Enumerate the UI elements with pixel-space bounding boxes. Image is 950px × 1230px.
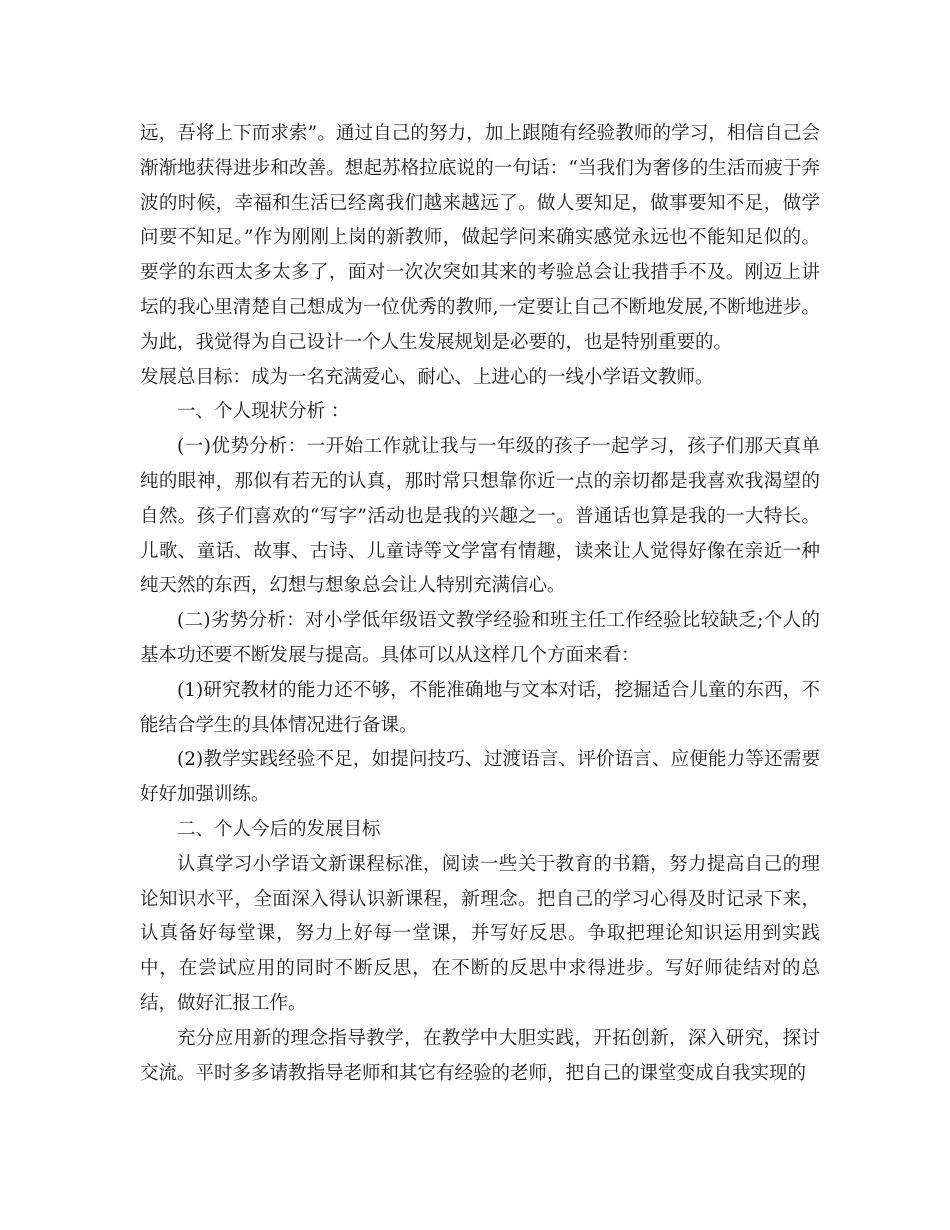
document-body bbox=[140, 117, 820, 1091]
paragraph-intro-continuation: 远，吾将上下而求索”。通过自己的努力，加上跟随有经验教师的学习，相信自己会渐渐地获得进步和改善。想起苏格拉底说的一句话：“当我们为奢侈的生活而疲于奔波的时候，幸福和生活已经离我们越来越远了。做人要知足，做事要知不足，做学问要不知足。”作为刚刚上岗的新教师，做起学问来确实感觉永远也不能知足似的。要学的东西太多太多了，面对一次次突如其来的考验总会让我措手不及。刚迈上讲坛的我心里清楚自己想成为一位优秀的教师,一定要让自己不断地发展,不断地进步。为此，我觉得为自己设计一个人生发展规划是必要的，也是特别重要的。 bbox=[140, 123, 820, 353]
paragraph-study-plan: 认真学习小学语文新课程标准，阅读一些关于教育的书籍，努力提高自己的理论知识水平，全面深入得认识新课程，新理念。把自己的学习心得及时记录下来，认真备好每堂课，努力上好每一堂课，并写好反思。争取把理论知识运用到实践中，在尝试应用的同时不断反思，在不断的反思中求得进步。写好师徒结对的总结，做好汇报工作。 bbox=[140, 853, 820, 1014]
paragraph-overall-goal: 发展总目标：成为一名充满爱心、耐心、上进心的一线小学语文教师。 bbox=[140, 366, 714, 388]
paragraph-weaknesses: (二)劣势分析：对小学低年级语文教学经验和班主任工作经验比较缺乏;个人的基本功还要不断发展与提高。具体可以从这样几个方面来看： bbox=[140, 610, 820, 666]
paragraph-weakness-item-2: (2)教学实践经验不足，如提问技巧、过渡语言、评价语言、应便能力等还需要好好加强训练。 bbox=[140, 749, 820, 806]
paragraph-weakness-item-1: (1)研究教材的能力还不够，不能准确地与文本对话，挖掘适合儿童的东西，不能结合学生的具体情况进行备课。 bbox=[140, 679, 820, 736]
section-heading-current-analysis: 一、个人现状分析 ： bbox=[177, 401, 350, 423]
paragraph-teaching-practice: 充分应用新的理念指导教学，在教学中大胆实践，开拓创新，深入研究，探讨交流。平时多多请教指导老师和其它有经验的老师，把自己的课堂变成自我实现的 bbox=[140, 1027, 820, 1084]
paragraph-strengths: (一)优势分析：一开始工作就让我与一年级的孩子一起学习，孩子们那天真单纯的眼神，那似有若无的认真，那时常只想靠你近一点的亲切都是我喜欢我渴望的自然。孩子们喜欢的“写字”活动也是我的兴趣之一。普通话也算是我的一大特长。儿歌、童话、故事、古诗、儿童诗等文学富有情趣，读来让人觉得好像在亲近一种纯天然的东西，幻想与想象总会让人特别充满信心。 bbox=[140, 436, 820, 597]
section-heading-future-goals: 二、个人今后的发展目标 bbox=[177, 818, 381, 840]
